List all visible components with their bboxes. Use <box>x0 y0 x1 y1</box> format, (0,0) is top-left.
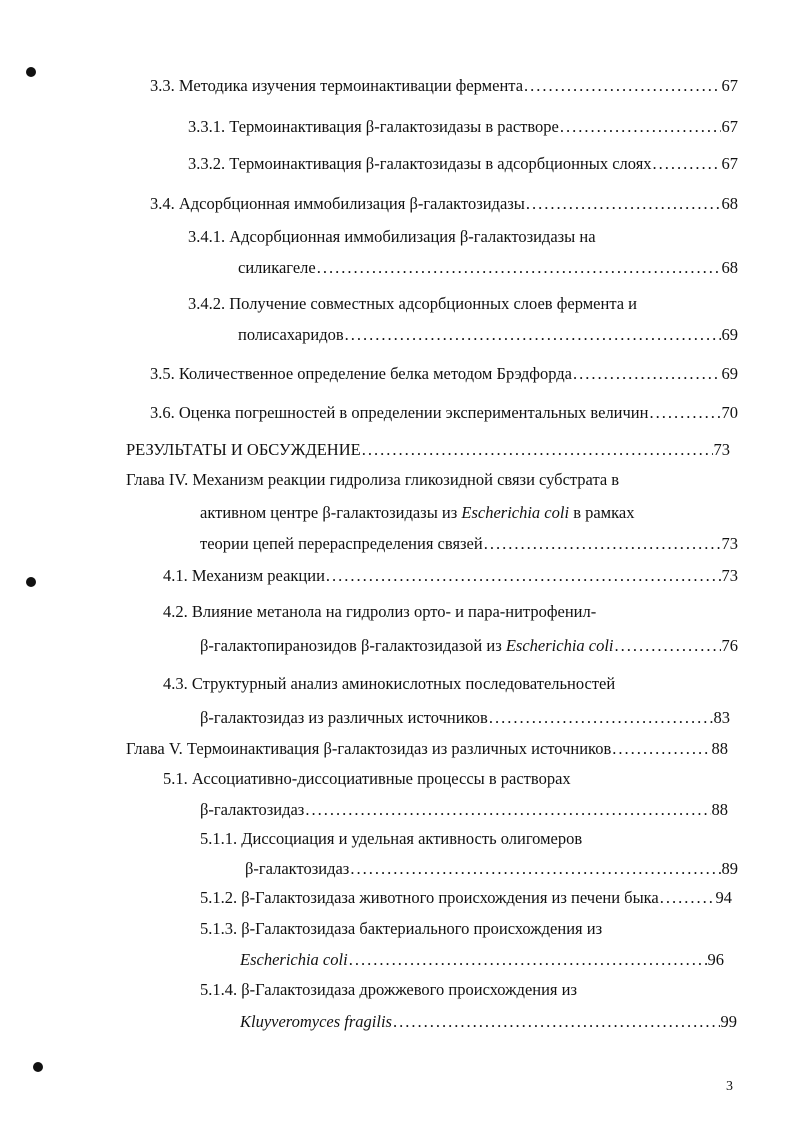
binder-hole-middle <box>26 577 36 587</box>
toc-page-number: 68 <box>721 258 738 277</box>
toc-leader <box>350 859 720 879</box>
toc-page-number: 69 <box>721 364 738 383</box>
toc-entry-3-3 <box>150 76 738 96</box>
page-number: 3 <box>726 1079 733 1094</box>
toc-entry-3-3-2 <box>188 154 738 174</box>
toc-page-number: 94 <box>715 888 732 907</box>
toc-leader <box>612 739 710 759</box>
toc-page-number: 89 <box>721 859 738 878</box>
toc-page-number: 68 <box>721 194 738 213</box>
toc-entry-title: РЕЗУЛЬТАТЫ И ОБСУЖДЕНИЕ <box>126 440 361 459</box>
toc-leader <box>317 258 721 278</box>
toc-entry-4-1 <box>163 566 738 586</box>
toc-page-number: 83 <box>713 708 730 727</box>
toc-leader <box>349 950 707 970</box>
toc-entry-title: 4.1. Механизм реакции <box>163 566 325 585</box>
toc-entry-title <box>200 636 614 656</box>
toc-entry-title: 3.3.2. Термоинактивация β-галактозидазы в адсорбционных слоях <box>188 154 652 173</box>
toc-page-number: 73 <box>713 440 730 459</box>
toc-leader <box>484 534 721 554</box>
toc-entry-3-4-1-line1: 3.4.1. Адсорбционная иммобилизация β-галактозидазы на <box>188 227 596 246</box>
toc-entry-3-3-1 <box>188 117 738 137</box>
toc-entry-4-2-line1: 4.2. Влияние метанола на гидролиз орто- и пара-нитрофенил- <box>163 602 597 621</box>
toc-entry-5-1-4-line1: 5.1.4. β-Галактозидаза дрожжевого происхождения из <box>200 980 577 999</box>
toc-page-number: 69 <box>721 325 738 344</box>
toc-page-number: 70 <box>721 403 738 422</box>
toc-page-number: 76 <box>721 636 738 655</box>
toc-entry-title: 3.3.1. Термоинактивация β-галактозидазы в растворе <box>188 117 559 136</box>
toc-page-number: 67 <box>721 117 738 136</box>
toc-entry-5-1-1-line1: 5.1.1. Диссоциация и удельная активность олигомеров <box>200 829 583 848</box>
toc-entry-4-3-line2 <box>200 708 730 728</box>
toc-page-number: 73 <box>721 534 738 553</box>
toc-entry-3-5 <box>150 364 738 384</box>
binder-hole-bottom <box>33 1062 43 1072</box>
toc-leader <box>524 76 720 96</box>
toc-entry-title: 3.5. Количественное определение белка методом Брэдфорда <box>150 364 572 383</box>
toc-chapter-4-line2 <box>200 503 634 523</box>
toc-entry-5-1-4-line2 <box>240 1012 737 1032</box>
toc-page-number: 67 <box>721 76 738 95</box>
toc-page-number: 73 <box>721 566 738 585</box>
toc-page-number: 96 <box>707 950 724 969</box>
toc-leader <box>489 708 713 728</box>
toc-entry-title: Глава V. Термоинактивация β-галактозидаз из различных источников <box>126 739 612 758</box>
toc-text: β-галактопиранозидов β-галактозидазой из <box>200 636 506 655</box>
toc-entry-5-1-3-line1: 5.1.3. β-Галактозидаза бактериального происхождения из <box>200 919 603 938</box>
toc-page-number: 99 <box>720 1012 737 1031</box>
toc-entry-5-1-1-line2 <box>245 859 738 879</box>
toc-entry-5-1-line2 <box>200 800 728 820</box>
toc-entry-title: полисахаридов <box>238 325 344 344</box>
toc-entry-title: 3.6. Оценка погрешностей в определении экспериментальных величин <box>150 403 649 422</box>
toc-leader <box>526 194 721 214</box>
toc-entry-title: теории цепей перераспределения связей <box>200 534 483 553</box>
toc-entry-3-4-2-line1: 3.4.2. Получение совместных адсорбционных слоев фермента и <box>188 294 638 313</box>
toc-entry-title: 3.3. Методика изучения термоинактивации фермента <box>150 76 524 95</box>
toc-leader <box>653 154 721 174</box>
toc-entry-3-6 <box>150 403 738 423</box>
toc-leader <box>649 403 720 423</box>
toc-page-number: 67 <box>721 154 738 173</box>
toc-species-name: Escherichia coli <box>461 503 570 522</box>
toc-leader <box>393 1012 720 1032</box>
toc-entry-3-4 <box>150 194 738 214</box>
toc-leader <box>362 440 713 460</box>
toc-entry-5-1-2 <box>200 888 732 908</box>
toc-leader <box>615 636 721 656</box>
binder-hole-top <box>26 67 36 77</box>
toc-leader <box>345 325 721 345</box>
toc-species-name: Escherichia coli <box>505 636 614 655</box>
toc-entry-5-1-line1: 5.1. Ассоциативно-диссоциативные процессы в растворах <box>163 769 571 788</box>
toc-leader <box>660 888 715 908</box>
toc-entry-title: β-галактозидаз <box>200 800 305 819</box>
toc-leader <box>326 566 721 586</box>
toc-species-name: Kluyveromyces fragilis <box>240 1012 392 1031</box>
toc-entry-3-4-2-line2 <box>238 325 738 345</box>
toc-entry-results <box>126 440 730 460</box>
toc-entry-title: 5.1.2. β-Галактозидаза животного происхождения из печени быка <box>200 888 659 907</box>
toc-page-number: 88 <box>711 800 728 819</box>
toc-text: активном центре β-галактозидазы из <box>200 503 462 522</box>
toc-entry-5-1-3-line2 <box>240 950 724 970</box>
toc-chapter-5 <box>126 739 728 759</box>
toc-entry-title: β-галактозидаз <box>245 859 350 878</box>
toc-entry-title: β-галактозидаз из различных источников <box>200 708 488 727</box>
toc-text: в рамках <box>569 503 635 522</box>
toc-entry-4-3-line1: 4.3. Структурный анализ аминокислотных последовательностей <box>163 674 616 693</box>
toc-entry-title: силикагеле <box>238 258 316 277</box>
toc-leader <box>560 117 721 137</box>
toc-entry-title: 3.4. Адсорбционная иммобилизация β-галактозидазы <box>150 194 525 213</box>
toc-leader <box>305 800 710 820</box>
toc-chapter-4-line3 <box>200 534 738 554</box>
toc-leader <box>573 364 721 384</box>
toc-entry-4-2-line2 <box>200 636 738 656</box>
toc-page-number: 88 <box>711 739 728 758</box>
toc-chapter-4-line1: Глава IV. Механизм реакции гидролиза гликозидной связи субстрата в <box>126 470 620 489</box>
toc-entry-3-4-1-line2 <box>238 258 738 278</box>
toc-species-name: Escherichia coli <box>240 950 348 969</box>
